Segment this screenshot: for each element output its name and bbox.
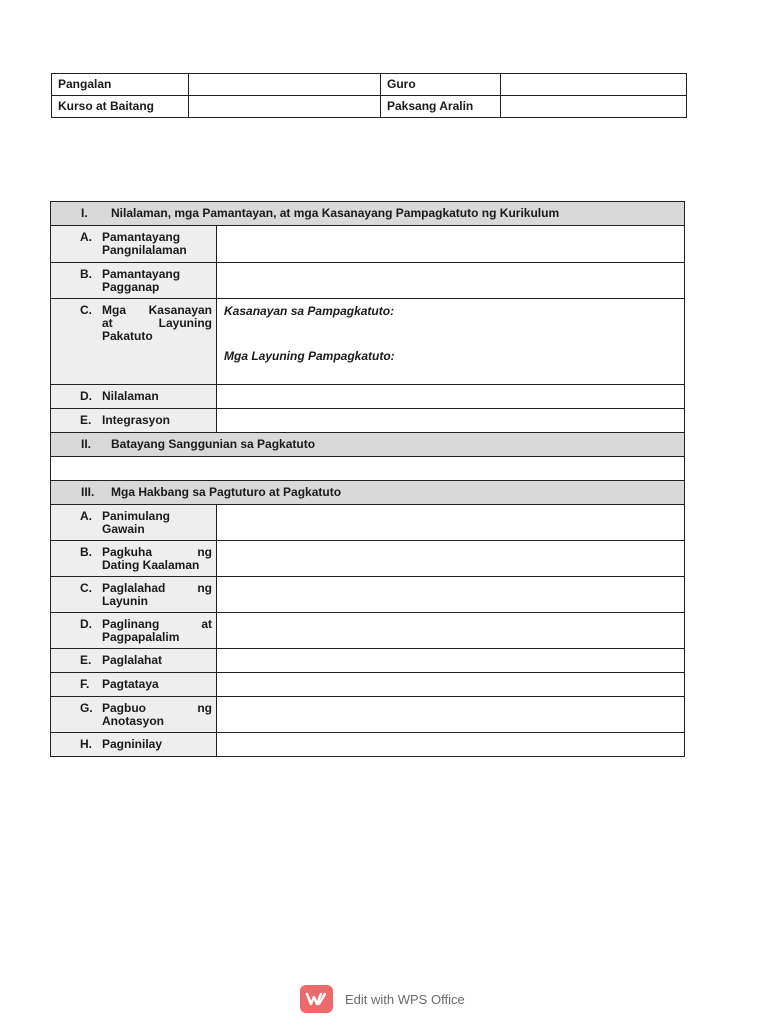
- table-row: [51, 649, 685, 673]
- row-label-line: Dating Kaalaman: [102, 558, 200, 572]
- row-letter: H.: [80, 737, 92, 751]
- section-3-title: Mga Hakbang sa Pagtuturo at Pagkatuto: [111, 485, 342, 499]
- table-row: [51, 541, 685, 577]
- row-label-line: at Layuning: [102, 316, 212, 330]
- teacher-label: Guro: [381, 74, 501, 96]
- header-info-table: [51, 73, 687, 118]
- row-label-line: Pagpapalalim: [102, 630, 180, 644]
- row-label-line: Pagbuo ng: [102, 701, 212, 715]
- row-letter: G.: [80, 701, 93, 715]
- grade-field[interactable]: [189, 96, 381, 118]
- row-letter: B.: [80, 267, 92, 281]
- table-row: [51, 673, 685, 697]
- section-2-header: [51, 433, 685, 457]
- row-label-line: Integrasyon: [102, 413, 171, 427]
- name-label: Pangalan: [52, 74, 189, 96]
- row-label-line: Layunin: [102, 594, 149, 608]
- table-row: [51, 263, 685, 299]
- step-field[interactable]: [217, 505, 685, 541]
- step-field[interactable]: [217, 577, 685, 613]
- row-label-line: Pamantayang: [102, 230, 181, 244]
- row-label-line: Paglalahat: [102, 653, 163, 667]
- objectives-label: Mga Layuning Pampagkatuto:: [224, 349, 395, 363]
- row-letter: A.: [80, 230, 92, 244]
- step-field[interactable]: [217, 733, 685, 757]
- section-2-title: Batayang Sanggunian sa Pagkatuto: [111, 437, 316, 451]
- section-1-title: Nilalaman, mga Pamantayan, at mga Kasanayang Pampagkatuto ng Kurikulum: [111, 206, 560, 220]
- row-letter: E.: [80, 653, 92, 667]
- table-row: [51, 457, 685, 481]
- row-label-line: Pagtataya: [102, 677, 159, 691]
- step-field[interactable]: [217, 697, 685, 733]
- section-1-number: I.: [81, 206, 88, 220]
- content-field[interactable]: [217, 385, 685, 409]
- row-label-line: Panimulang: [102, 509, 171, 523]
- row-letter: D.: [80, 617, 92, 631]
- row-label-line: Pagninilay: [102, 737, 163, 751]
- integration-field[interactable]: [217, 409, 685, 433]
- row-label-line: Mga Kasanayan: [102, 303, 212, 317]
- step-field[interactable]: [217, 613, 685, 649]
- section-1-header: [51, 202, 685, 226]
- step-field[interactable]: [217, 673, 685, 697]
- wps-footer[interactable]: [300, 985, 465, 1013]
- row-label-line: Anotasyon: [102, 714, 165, 728]
- row-letter: E.: [80, 413, 92, 427]
- topic-field[interactable]: [501, 96, 687, 118]
- references-field[interactable]: [51, 457, 685, 481]
- row-label-line: Pangnilalaman: [102, 243, 187, 257]
- step-field[interactable]: [217, 649, 685, 673]
- row-label-line: Pamantayang: [102, 267, 181, 281]
- table-row: [51, 613, 685, 649]
- section-3-number: III.: [81, 485, 95, 499]
- row-letter: C.: [80, 303, 92, 317]
- row-label-line: Pagganap: [102, 280, 160, 294]
- performance-standard-field[interactable]: [217, 263, 685, 299]
- table-row: [51, 409, 685, 433]
- row-label-line: Gawain: [102, 522, 145, 536]
- competencies-field[interactable]: [217, 299, 685, 385]
- wps-logo-icon: [300, 985, 333, 1013]
- table-row: [51, 505, 685, 541]
- teacher-field[interactable]: [501, 74, 687, 96]
- footer-text: Edit with WPS Office: [345, 991, 465, 1007]
- row-label-line: Nilalaman: [102, 389, 159, 403]
- table-row: [51, 577, 685, 613]
- topic-label: Paksang Aralin: [381, 96, 501, 118]
- row-label-line: Pakatuto: [102, 329, 153, 343]
- table-row: [51, 299, 685, 385]
- row-letter: B.: [80, 545, 92, 559]
- content-standard-field[interactable]: [217, 226, 685, 263]
- row-letter: A.: [80, 509, 92, 523]
- row-letter: F.: [80, 677, 90, 691]
- table-row: [51, 697, 685, 733]
- row-label-line: Pagkuha ng: [102, 545, 212, 559]
- name-field[interactable]: [189, 74, 381, 96]
- table-row: [51, 733, 685, 757]
- row-letter: C.: [80, 581, 92, 595]
- row-letter: D.: [80, 389, 92, 403]
- grade-label: Kurso at Baitang: [52, 96, 189, 118]
- section-3-header: [51, 481, 685, 505]
- row-label-line: Paglalahad ng: [102, 581, 212, 595]
- lesson-plan-table: [50, 201, 685, 757]
- section-2-number: II.: [81, 437, 92, 451]
- table-row: [51, 385, 685, 409]
- competency-label: Kasanayan sa Pampagkatuto:: [224, 304, 395, 318]
- row-label-line: Paglinang at: [102, 617, 212, 631]
- step-field[interactable]: [217, 541, 685, 577]
- table-row: [51, 226, 685, 263]
